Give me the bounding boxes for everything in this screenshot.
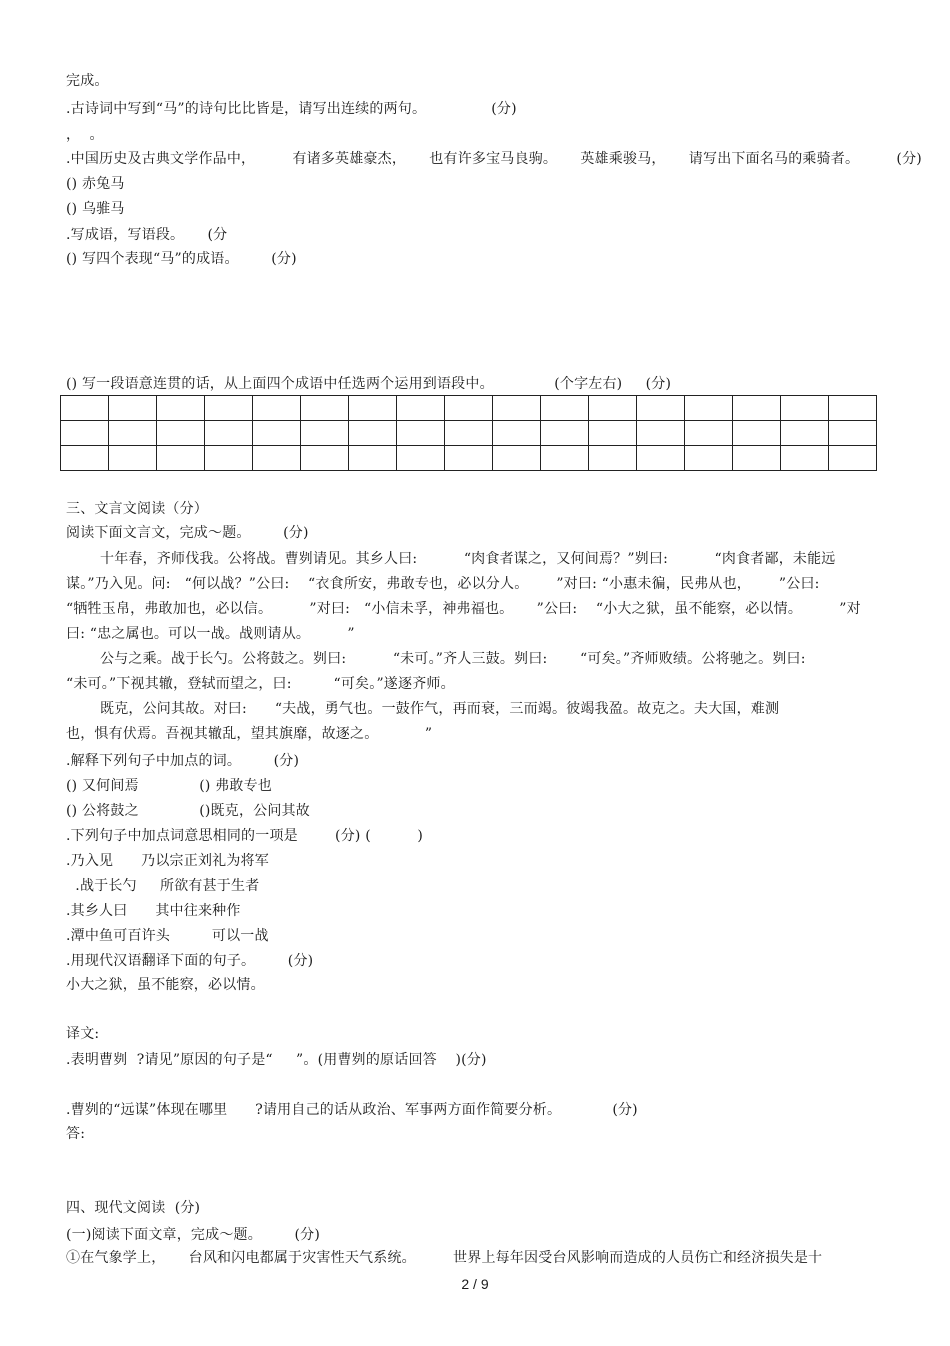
grid-cell[interactable] — [253, 421, 301, 446]
passage-line: ①在气象学上， 台风和闪电都属于灾害性天气系统。 世界上每年因受台风影响而造成的人员伤亡和经济损失是十 — [66, 1250, 823, 1266]
sub-question-line: () 又何间焉 () 弗敢专也 — [66, 778, 273, 794]
grid-cell[interactable] — [301, 421, 349, 446]
question-line: .用现代汉语翻译下面的句子。 (分) — [66, 953, 314, 969]
option-line: .战于长勺 所欲有甚于生者 — [66, 878, 260, 894]
grid-cell[interactable] — [589, 446, 637, 471]
grid-cell[interactable] — [253, 396, 301, 421]
grid-cell[interactable] — [589, 421, 637, 446]
grid-cell[interactable] — [205, 396, 253, 421]
grid-cell[interactable] — [541, 396, 589, 421]
grid-cell[interactable] — [109, 446, 157, 471]
page-number: 2 / 9 — [461, 1276, 489, 1292]
grid-cell[interactable] — [637, 396, 685, 421]
grid-cell[interactable] — [109, 421, 157, 446]
grid-cell[interactable] — [157, 446, 205, 471]
writing-grid — [60, 395, 877, 471]
grid-cell[interactable] — [541, 421, 589, 446]
grid-cell[interactable] — [109, 396, 157, 421]
question-line: .曹刿的“远谋”体现在哪里 ?请用自己的话从政治、军事两方面作简要分析。 (分) — [66, 1102, 638, 1118]
grid-cell[interactable] — [589, 396, 637, 421]
sub-question-line: () 写一段语意连贯的话，从上面四个成语中任选两个运用到语段中。 (个字左右) (分) — [66, 376, 672, 392]
grid-cell[interactable] — [445, 446, 493, 471]
passage-line: “未可。”下视其辙，登轼而望之，曰: “可矣。”遂逐齐师。 — [66, 676, 455, 692]
grid-cell[interactable] — [205, 446, 253, 471]
text-line: 完成。 — [66, 73, 109, 89]
grid-cell[interactable] — [541, 446, 589, 471]
instruction-line: (一)阅读下面文章，完成～题。 (分) — [66, 1227, 320, 1243]
question-line: .写成语，写语段。 (分 — [66, 227, 228, 243]
passage-line: “牺牲玉帛，弗敢加也，必以信。 ”对曰: “小信未孚，神弗福也。 ”公曰: “小大之狱，虽不能察，必以情。 ”对 — [66, 601, 861, 617]
grid-cell[interactable] — [61, 396, 109, 421]
option-line: .乃入见 乃以宗正刘礼为将军 — [66, 853, 269, 869]
answer-line: ， 。 — [66, 127, 104, 143]
question-line: .中国历史及古典文学作品中， 有诸多英雄豪杰， 也有许多宝马良驹。 英雄乘骏马， 请写出下面名马的乘骑者。 (分) — [66, 151, 922, 167]
grid-cell[interactable] — [349, 446, 397, 471]
option-line: .潭中鱼可百许头 可以一战 — [66, 928, 269, 944]
passage-line: 十年春，齐师伐我。公将战。曹刿请见。其乡人曰: “肉食者谋之，又何间焉？”刿曰: “肉食者鄙，未能远 — [100, 551, 836, 567]
grid-cell[interactable] — [397, 396, 445, 421]
sub-question-line: () 赤兔马 — [66, 176, 125, 192]
grid-cell[interactable] — [301, 446, 349, 471]
grid-cell[interactable] — [205, 421, 253, 446]
grid-cell[interactable] — [157, 396, 205, 421]
grid-cell[interactable] — [685, 396, 733, 421]
sub-question-line: () 写四个表现“马”的成语。 (分) — [66, 251, 297, 267]
answer-label: 答: — [66, 1126, 86, 1142]
grid-cell[interactable] — [157, 421, 205, 446]
section-heading: 三、文言文阅读（分） — [66, 501, 208, 517]
grid-cell[interactable] — [733, 446, 781, 471]
passage-line: 谋。”乃入见。问: “何以战？”公曰: “衣食所安，弗敢专也，必以分人。 ”对曰: “小惠未徧，民弗从也， ”公曰: — [66, 576, 820, 592]
grid-row — [61, 396, 877, 421]
grid-cell[interactable] — [349, 421, 397, 446]
grid-cell[interactable] — [733, 396, 781, 421]
grid-cell[interactable] — [445, 396, 493, 421]
text-line: 小大之狱，虽不能察，必以情。 — [66, 977, 265, 993]
passage-line: 也，惧有伏焉。吾视其辙乱，望其旗靡，故逐之。 ” — [66, 726, 433, 742]
grid-cell[interactable] — [781, 421, 829, 446]
answer-label: 译文: — [66, 1026, 100, 1042]
grid-cell[interactable] — [253, 446, 301, 471]
grid-cell[interactable] — [493, 396, 541, 421]
sub-question-line: () 公将鼓之 ()既克，公问其故 — [66, 803, 310, 819]
grid-row — [61, 421, 877, 446]
grid-cell[interactable] — [637, 446, 685, 471]
instruction-line: 阅读下面文言文，完成～题。 (分) — [66, 525, 309, 541]
question-line: .下列句子中加点词意思相同的一项是 (分) ( ) — [66, 828, 424, 844]
grid-cell[interactable] — [829, 446, 877, 471]
grid-cell[interactable] — [685, 421, 733, 446]
grid-cell[interactable] — [781, 396, 829, 421]
grid-cell[interactable] — [493, 421, 541, 446]
grid-cell[interactable] — [733, 421, 781, 446]
section-heading: 四、现代文阅读 (分) — [66, 1200, 201, 1216]
grid-cell[interactable] — [829, 396, 877, 421]
grid-cell[interactable] — [493, 446, 541, 471]
grid-cell[interactable] — [829, 421, 877, 446]
grid-cell[interactable] — [685, 446, 733, 471]
option-line: .其乡人曰 其中往来种作 — [66, 903, 241, 919]
grid-cell[interactable] — [61, 446, 109, 471]
grid-cell[interactable] — [349, 396, 397, 421]
passage-line: 公与之乘。战于长勺。公将鼓之。刿曰: “未可。”齐人三鼓。刿曰: “可矣。”齐师败绩。公将驰之。刿曰: — [100, 651, 806, 667]
grid-cell[interactable] — [301, 396, 349, 421]
passage-line: 既克，公问其故。对曰: “夫战，勇气也。一鼓作气，再而衰，三而竭。彼竭我盈。故克之。夫大国，难测 — [100, 701, 780, 717]
question-line: .解释下列句子中加点的词。 (分) — [66, 753, 300, 769]
grid-cell[interactable] — [397, 421, 445, 446]
grid-cell[interactable] — [445, 421, 493, 446]
question-line: .古诗词中写到“马”的诗句比比皆是，请写出连续的两句。 (分) — [66, 101, 517, 117]
sub-question-line: () 乌骓马 — [66, 201, 125, 217]
grid-row — [61, 446, 877, 471]
grid-cell[interactable] — [397, 446, 445, 471]
passage-line: 曰: “忠之属也。可以一战。战则请从。 ” — [66, 626, 355, 642]
grid-cell[interactable] — [637, 421, 685, 446]
grid-cell[interactable] — [781, 446, 829, 471]
question-line: .表明曹刿 ?请见”原因的句子是“ ”。(用曹刿的原话回答 )(分) — [66, 1052, 487, 1068]
grid-cell[interactable] — [61, 421, 109, 446]
